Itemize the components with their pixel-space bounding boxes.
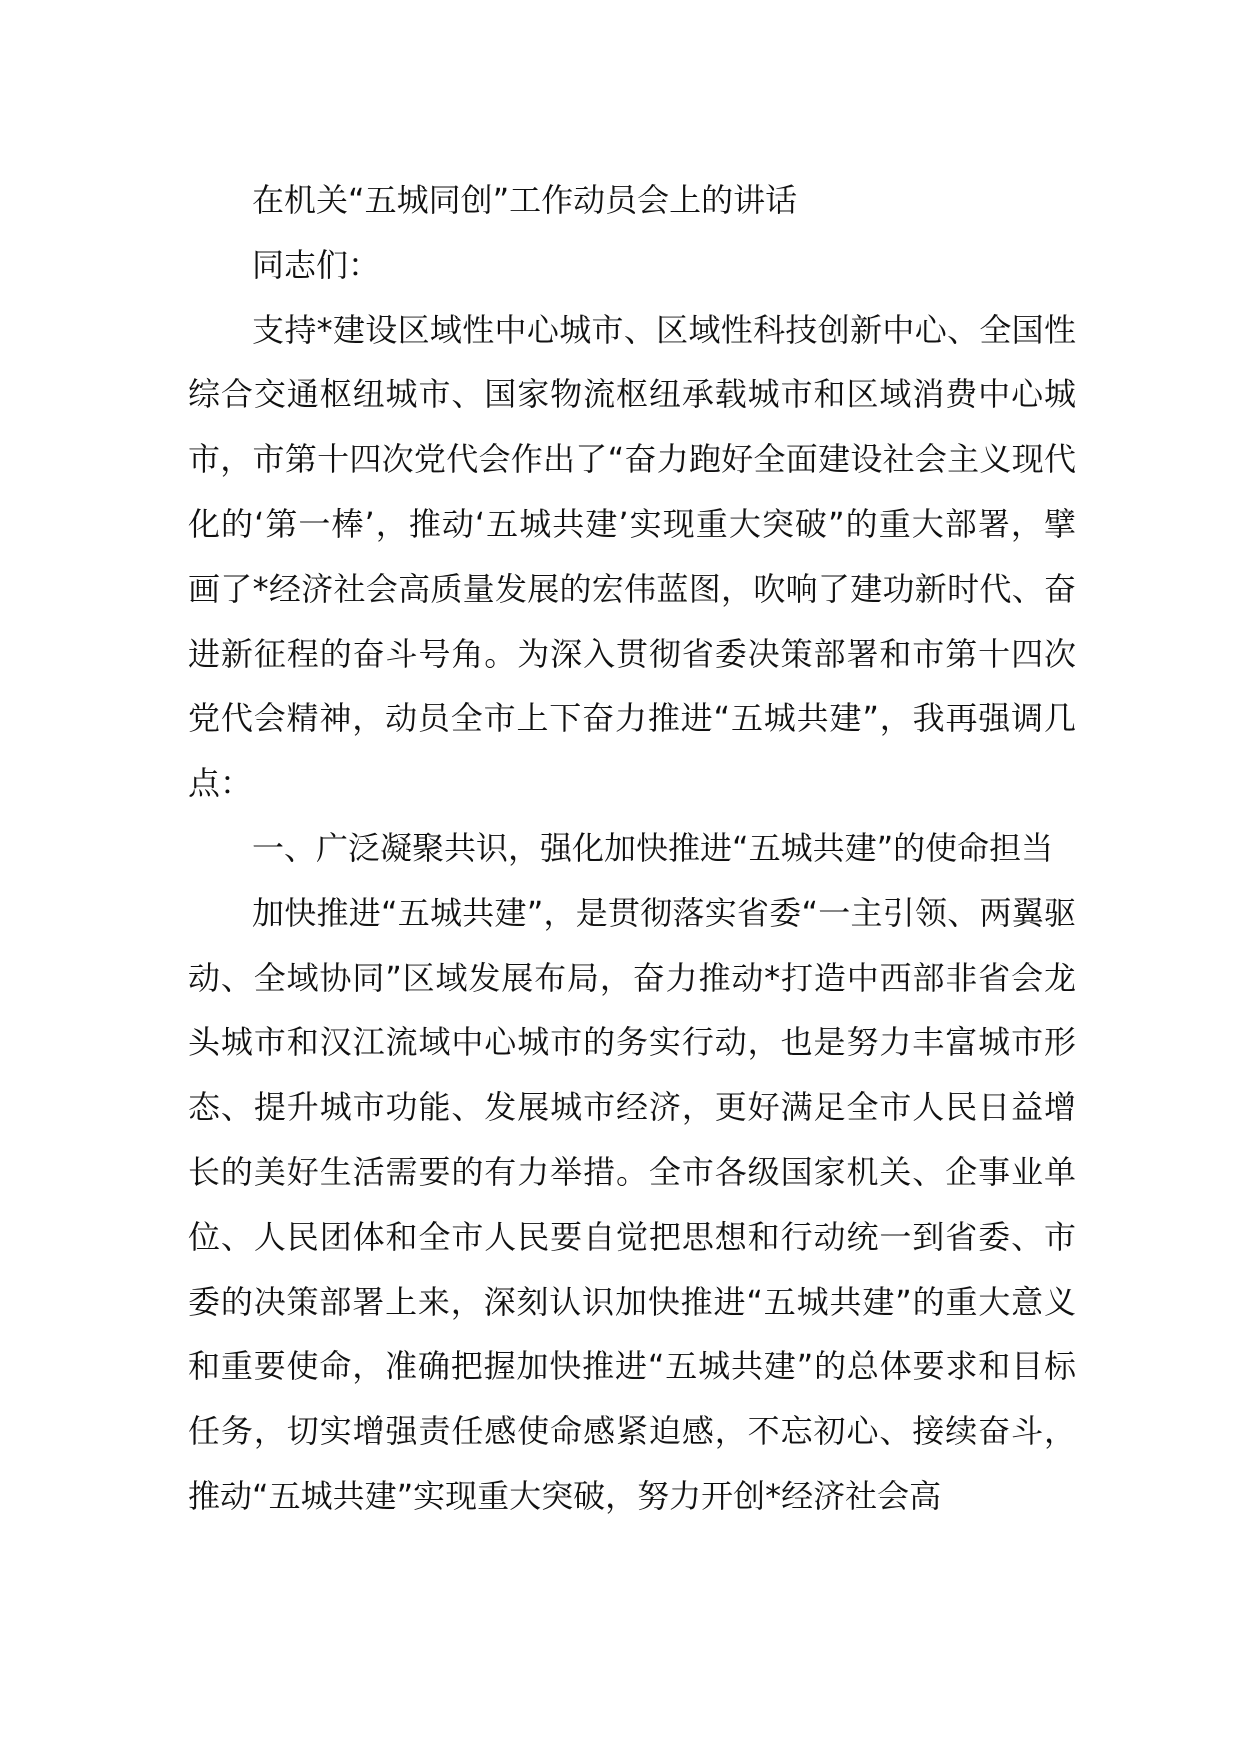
document-body	[188, 168, 1076, 1529]
document-title: 在机关“五城同创”工作动员会上的讲话	[252, 181, 798, 219]
paragraph-section-1: 加快推进“五城共建”，是贯彻落实省委“一主引领、两翼驱动、全域协同”区域发展布局，奋力推动*打造中西部非省会龙头城市和汉江流域中心城市的务实行动，也是努力丰富城市形态、提升城市功能、发展城市经济，更好满足全市人民日益增长的美好生活需要的有力举措。全市各级国家机关、企事业单位、人民团体和全市人民要自觉把思想和行动统一到省委、市委的决策部署上来，深刻认识加快推进“五城共建”的重大意义和重要使命，准确把握加快推进“五城共建”的总体要求和目标任务，切实增强责任感使命感紧迫感，不忘初心、接续奋斗，推动“五城共建”实现重大突破，努力开创*经济社会高	[188, 893, 1076, 1515]
salutation: 同志们：	[252, 245, 381, 284]
section-heading-1: 一、广泛凝聚共识，强化加快推进“五城共建”的使命担当	[252, 828, 1054, 867]
paragraph-intro: 支持*建设区域性中心城市、区域性科技创新中心、全国性综合交通枢纽城市、国家物流枢纽承载城市和区域消费中心城市，市第十四次党代会作出了“奋力跑好全面建设社会主义现代化的‘第一棒’，推动‘五城共建’实现重大突破”的重大部署，擘画了*经济社会高质量发展的宏伟蓝图，吹响了建功新时代、奋进新征程的奋斗号角。为深入贯彻省委决策部署和市第十四次党代会精神，动员全市上下奋力推进“五城共建”，我再强调几点：	[188, 310, 1076, 803]
